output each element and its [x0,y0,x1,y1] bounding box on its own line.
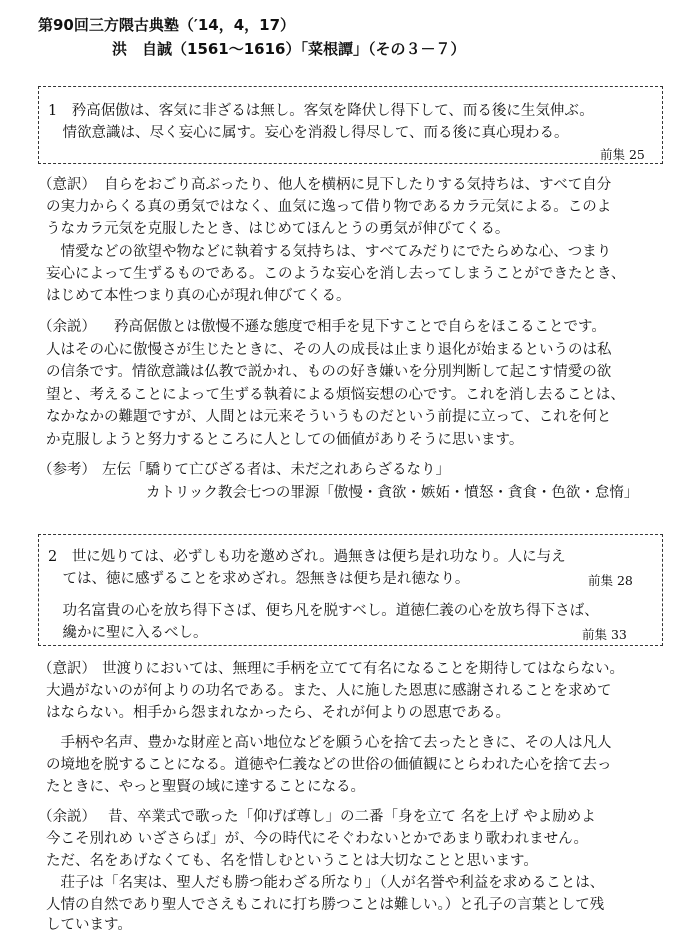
commentary-2-line-5: 人情の自然であり聖人でさえもこれに打ち勝つことは難しい。）と孔子の言葉として残 [46,897,605,913]
quote-2-reference-2: 前集 33 [582,627,627,642]
commentary-2-label: （余説） [38,809,96,825]
quote-2-reference-1: 前集 28 [588,573,633,588]
commentary-2-line-2: 今こそ別れめ いざさらば」が、今の時代にそぐわないとかであまり歌われません。 [46,831,588,847]
title-line-2: 洪 自誠（1561～1616）「菜根譚」（その３－７） [112,40,466,58]
commentary-2-line-4: 荘子は「名実は、聖人だも勝つ能わざる所なり」（人が名誉や利益を求めることは、 [46,875,605,891]
translation-2-line-2: 大過がないのが何よりの功名である。また、人に施した恩恵に感謝されることを求めて [46,683,612,699]
title-line-1: 第90回三方隈古典塾（′14，4，17） [38,16,296,34]
commentary-1-line-4: 望と、考えることによって生ずる執着による煩悩妄想の心です。これを消し去ることは、 [46,387,625,403]
commentary-1-line-2: 人はその心に傲慢さが生じたときに、その人の成長は止まり退化が始まるというのは私 [46,342,612,358]
translation-2-line-3: はならない。相手から怨まれなかったら、それが何よりの恩恵である。 [46,705,510,721]
quote-2-line-2: ては、徳に感ずることを求めざれ。怨無きは便ち是れ徳なり。 [48,571,470,587]
translation-1-label: （意訳） [38,177,96,193]
quote-2-line-1: 2 世に処りては、必ずしも功を邀めざれ。過無きは便ち是れ功なり。人に与え [48,549,566,565]
commentary-1-line-3: の信条です。情欲意識は仏教で説かれ、ものの好き嫌いを分別判断して起こす情愛の欲 [46,364,612,380]
translation-1-line-5: 妄心によって生ずるものである。このような妄心を消し去ってしまうことができたとき、 [46,266,626,282]
reference-label: （参考） [38,462,96,478]
commentary-2-line-1: 昔、卒業式で歌った「仰げば尊し」の二番「身を立て 名を上げ やよ励めよ [108,809,596,825]
quote-1-line-1: 1 矜高倨傲は、客気に非ざるは無し。客気を降伏し得下して、而る後に生気伸ぶ。 [48,103,594,119]
translation-2-line-4: 手柄や名声、豊かな財産と高い地位などを願う心を捨て去ったときに、その人は凡人 [46,735,612,751]
commentary-1-label: （余説） [38,319,96,335]
quote-2b-line-1: 功名富貴の心を放ち得下さば、便ち凡を脱すべし。道徳仁義の心を放ち得下さば、 [48,603,599,619]
translation-2-line-5: の境地を脱することになる。道徳や仁義などの世俗の価値観にとらわれた心を捨て去っ [46,757,612,773]
quote-2b-line-2: 纔かに聖に入るべし。 [48,625,208,641]
translation-1-line-3: うなカラ元気を克服したとき、はじめてほんとうの勇気が伸びてくる。 [46,221,510,237]
translation-1-line-1: 自らをおごり高ぶったり、他人を横柄に見下したりする気持ちは、すべて自分 [104,177,612,193]
translation-1-line-6: はじめて本性つまり真の心が現れ伸びてくる。 [46,288,351,304]
commentary-1-line-1: 矜高倨傲とは傲慢不遜な態度で相手を見下すことで自らをほこることです。 [114,319,606,335]
translation-2-line-6: たときに、やっと聖賢の域に達することになる。 [46,779,365,795]
quote-1-line-2: 情欲意識は、尽く妄心に属す。妄心を消殺し得尽して、而る後に真心現わる。 [48,125,569,141]
translation-2-label: （意訳） [38,661,96,677]
reference-line-1: 左伝「驕りて亡びざる者は、未だ之れあらざるなり」 [102,462,450,478]
translation-1-line-4: 情愛などの欲望や物などに執着する気持ちは、すべてみだりにでたらめな心、つまり [46,244,612,260]
commentary-1-line-5: なかなかの難題ですが、人間とは元来そういうものだという前提に立って、これを何と [46,409,612,425]
translation-1-line-2: の実力からくる真の勇気ではなく、血気に逸って借り物であるカラ元気による。このよ [46,199,612,215]
commentary-2-line-3: ただ、名をあげなくても、名を惜しむということは大切なことと思います。 [46,853,538,869]
reference-line-2: カトリック教会七つの罪源「傲慢・貪欲・嫉妬・憤怒・貪食・色欲・怠惰」 [146,485,639,501]
quote-1-reference: 前集 25 [600,147,645,162]
commentary-2-line-6: しています。 [46,917,132,933]
commentary-1-line-6: か克服しようと努力するところに人としての価値がありそうに思います。 [46,432,524,448]
translation-2-line-1: 世渡りにおいては、無理に手柄を立てて有名になることを期待してはならない。 [102,661,624,677]
